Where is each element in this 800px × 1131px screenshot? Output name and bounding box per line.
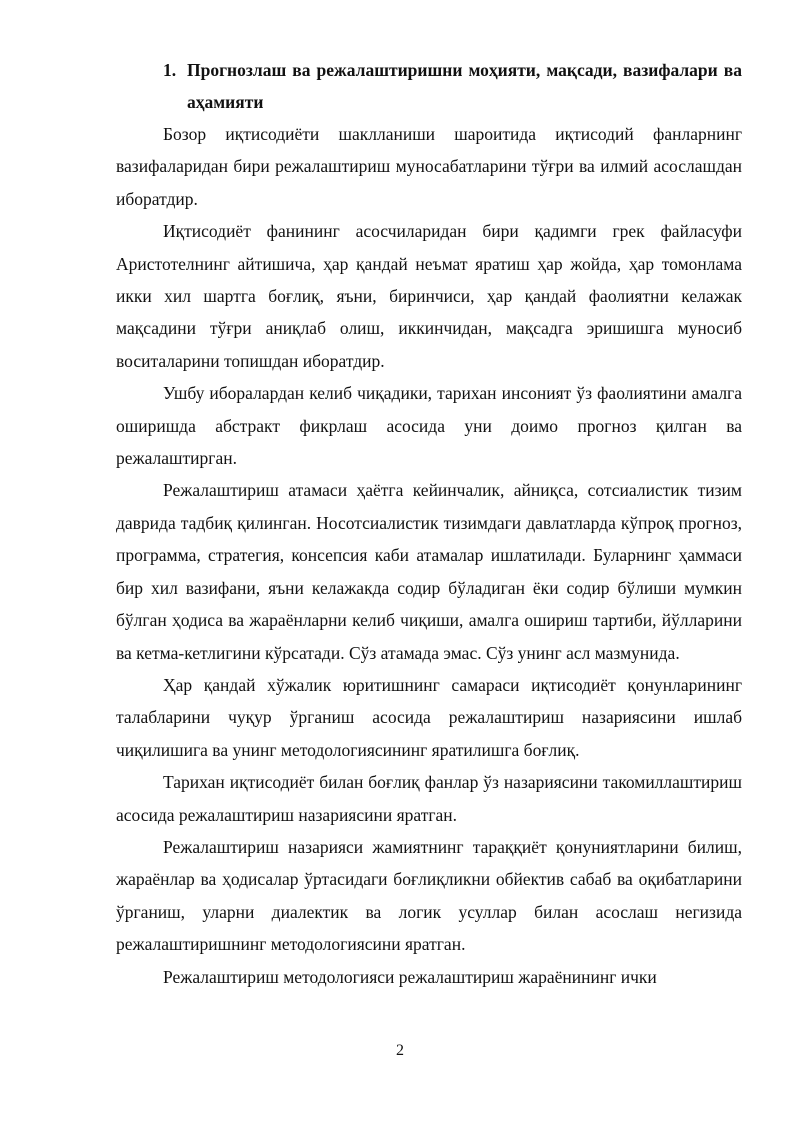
page-number: 2: [396, 1042, 404, 1059]
section-number: 1.: [163, 60, 177, 80]
section-heading: [163, 54, 742, 118]
paragraph-8: Режалаштириш методологияси режалаштириш жараёнининг ички: [163, 966, 657, 987]
paragraph-6: Тарихан иқтисодиёт билан боғлиқ фанлар ўз назариясини такомиллаштириш асосида режалаштириш назариясини яратган.: [116, 772, 742, 825]
document-page: [116, 54, 742, 993]
paragraph-3: Ушбу иборалардан келиб чиқадики, тарихан инсоният ўз фаолиятини амалга оширишда абстракт фикрлаш асосида уни доимо прогноз қилган ва режалаштирган.: [116, 383, 742, 469]
paragraph-7: Режалаштириш назарияси жамиятнинг тараққиёт қонуниятларини билиш, жараёнлар ва ҳодисалар ўртасидаги боғлиқликни обйектив сабаб ва оқибатларини ўрганиш, уларни диалектик ва логик усуллар билан асослаш негизида режалаштиришнинг методологиясини яратган.: [116, 836, 742, 955]
paragraph-1: Бозор иқтисодиёти шаклланиши шароитида иқтисодий фанларнинг вазифаларидан бири режалаштириш муносабатларини тўғри ва илмий асослашдан иборатдир.: [116, 124, 742, 209]
paragraph-4: Режалаштириш атамаси ҳаётга кейинчалик, айниқса, сотсиалистик тизим даврида тадбиқ қилинган. Носотсиалистик тизимдаги давлатларда кўпроқ прогноз, программа, стратегия, консепсия каби атамалар ишлатилади. Буларнинг ҳаммаси бир хил вазифани, яъни келажакда содир бўладиган ёки содир бўлиши мумкин бўлган ҳодиса ва жараёнларни келиб чиқиши, амалга ошириш тартиби, йўлларини ва кетма-кетлигини кўрсатади. Сўз атамада эмас. Сўз унинг асл мазмунида.: [116, 480, 742, 663]
paragraph-5: Ҳар қандай хўжалик юритишнинг самараси иқтисодиёт қонунларининг талабларини чуқур ўрганиш асосида режалаштириш назариясини ишлаб чиқилишига ва унинг методологиясининг яратилишга боғлиқ.: [116, 674, 742, 760]
section-title: Прогнозлаш ва режалаштиришни моҳияти, мақсади, вазифалари ва аҳамияти: [187, 60, 742, 112]
paragraph-2: Иқтисодиёт фанининг асосчиларидан бири қадимги грек файласуфи Аристотелнинг айтишича, ҳар қандай неъмат яратиш ҳар жойда, ҳар томонлама икки хил шартга боғлиқ, яъни, биринчиси, ҳар қандай фаолиятни келажак мақсадини тўғри аниқлаб олиш, иккинчидан, мақсадга эришишга муносиб воситаларини топишдан иборатдир.: [116, 221, 742, 371]
